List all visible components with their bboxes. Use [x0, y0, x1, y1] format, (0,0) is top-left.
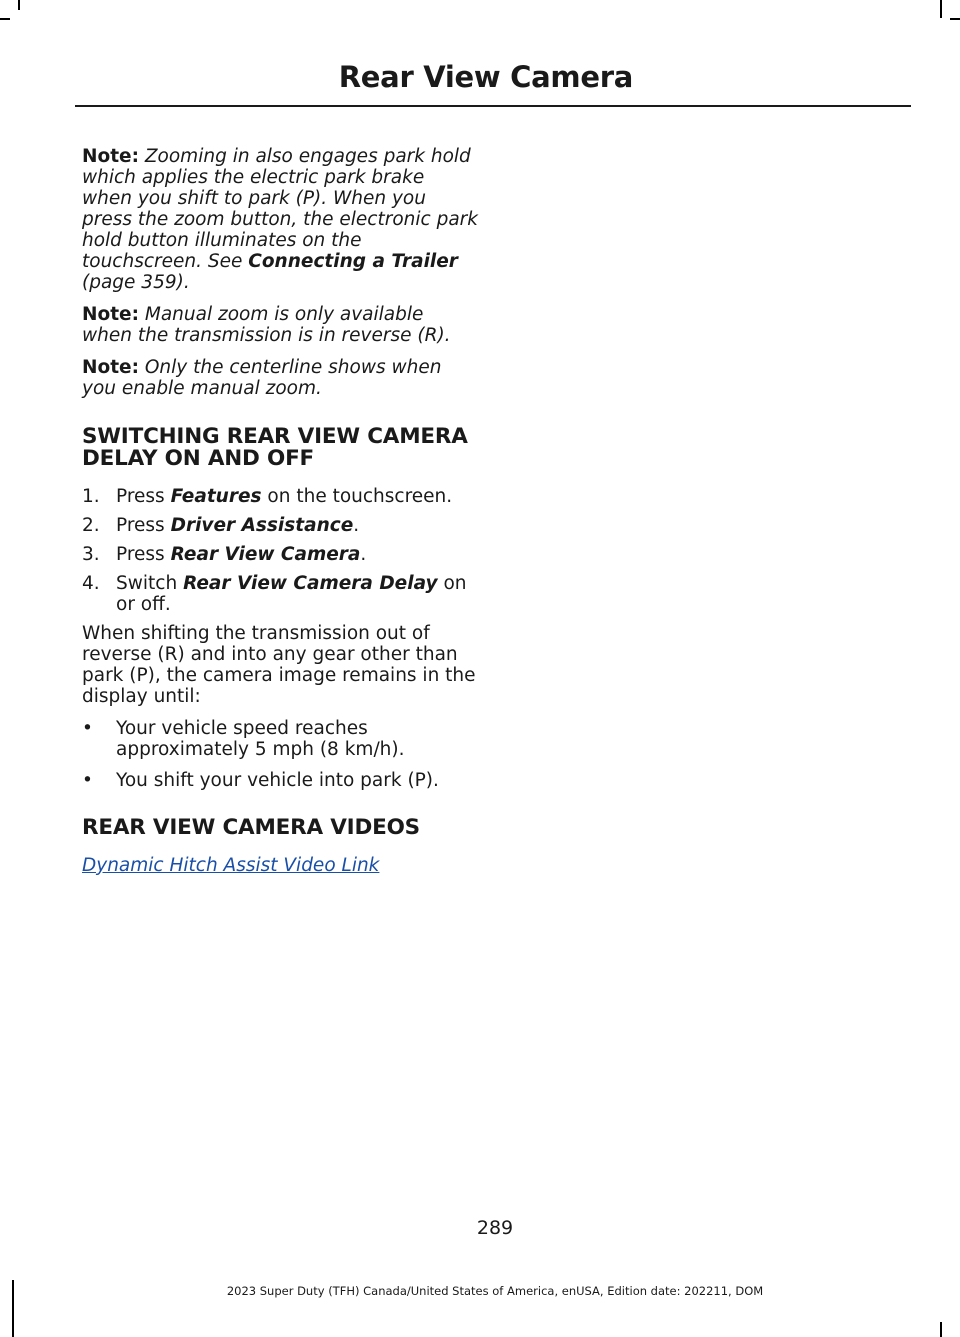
page-number: 289	[476, 1217, 514, 1239]
ui-label: Features	[170, 486, 262, 507]
section-heading-videos: REAR VIEW CAMERA VIDEOS	[82, 815, 420, 840]
step-text: Switch	[116, 573, 178, 594]
crop-mark	[0, 18, 10, 20]
note-text: Only the centerline shows when you enable manual zoom.	[82, 357, 442, 399]
note-manual-zoom	[82, 304, 478, 346]
bullet-text: You shift your vehicle into park (P).	[116, 770, 439, 791]
list-item	[82, 515, 478, 536]
list-item	[82, 544, 478, 565]
cross-reference-link[interactable]: Connecting a Trailer	[248, 251, 458, 272]
step-text: Press	[116, 544, 165, 565]
steps-list	[82, 486, 478, 615]
step-text: .	[360, 544, 367, 565]
main-column	[82, 146, 478, 887]
step-number: 3.	[82, 544, 100, 565]
ui-label: Driver Assistance	[170, 515, 354, 536]
crop-mark	[18, 0, 20, 10]
header-divider	[75, 105, 911, 107]
crop-mark	[950, 18, 960, 20]
conditions-list	[82, 718, 478, 791]
page-title: Rear View Camera	[338, 60, 633, 94]
ui-label: Rear View Camera Delay	[183, 573, 438, 594]
step-number: 2.	[82, 515, 100, 536]
step-text: Press	[116, 486, 165, 507]
note-centerline	[82, 357, 478, 399]
note-label: Note:	[82, 146, 139, 167]
bullet-marker: •	[82, 718, 93, 739]
camera-display-paragraph: When shifting the transmission out of reverse (R) and into any gear other than park (P), the camera image remains in the display until:	[82, 623, 476, 707]
bullet-text: Your vehicle speed reaches approximately 5 mph (8 km/h).	[116, 718, 405, 760]
crop-mark	[940, 1322, 942, 1337]
step-number: 4.	[82, 573, 100, 594]
step-text: .	[353, 515, 360, 536]
step-text: on the touchscreen.	[267, 486, 453, 507]
ui-label: Rear View Camera	[170, 544, 361, 565]
note-zoom-park-hold	[82, 146, 478, 293]
list-item	[82, 718, 478, 760]
note-label: Note:	[82, 357, 139, 378]
footer-edition-info: 2023 Super Duty (TFH) Canada/United States of America, enUSA, Edition date: 202211, DOM	[226, 1284, 764, 1298]
note-text: Zooming in also engages park hold which applies the electric park brake when you shift to park (P). When you press the zoom button, the electronic park hold button illuminates on the touchscreen. See	[82, 146, 478, 272]
cross-reference-page: (page 359).	[82, 272, 190, 293]
list-item	[82, 573, 478, 615]
crop-mark	[940, 0, 942, 18]
video-link[interactable]: Dynamic Hitch Assist Video Link	[82, 855, 380, 876]
step-text: Press	[116, 515, 165, 536]
step-text: on or off.	[116, 573, 467, 615]
note-label: Note:	[82, 304, 139, 325]
step-number: 1.	[82, 486, 100, 507]
list-item	[82, 770, 478, 791]
section-heading-camera-delay: SWITCHING REAR VIEW CAMERA DELAY ON AND OFF	[82, 424, 468, 471]
list-item	[82, 486, 478, 507]
note-text: Manual zoom is only available when the transmission is in reverse (R).	[82, 304, 451, 346]
bullet-marker: •	[82, 770, 93, 791]
